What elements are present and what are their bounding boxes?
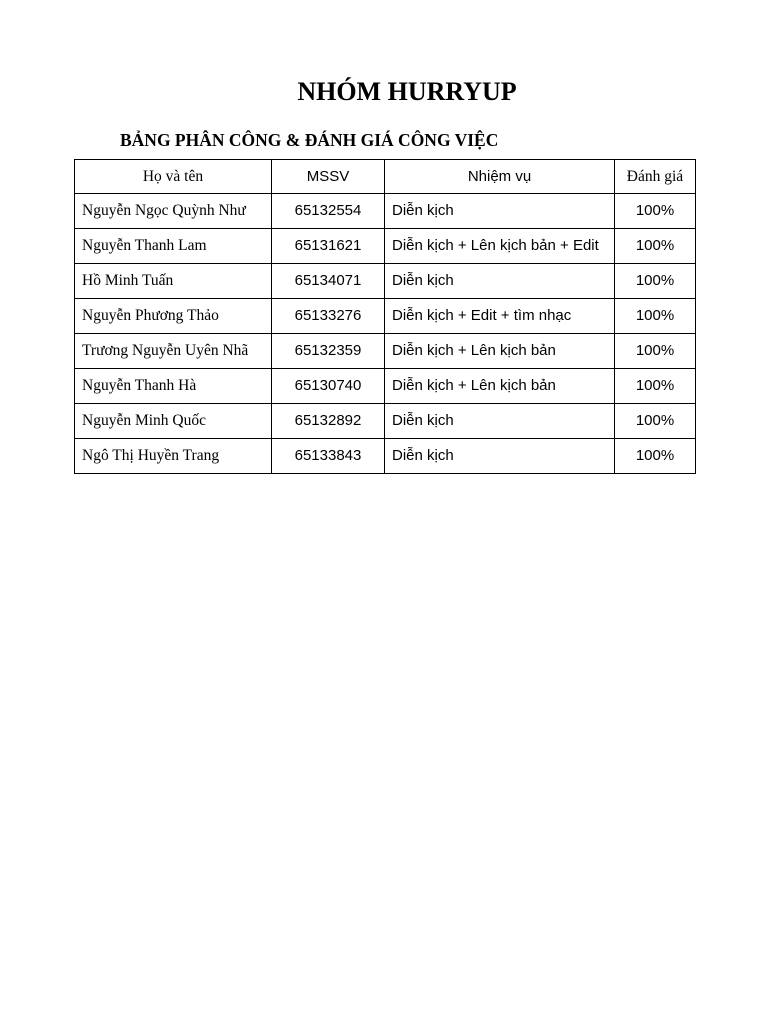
cell-task: Diễn kịch + Lên kịch bản — [385, 334, 615, 369]
cell-name: Nguyễn Ngọc Quỳnh Như — [75, 194, 272, 229]
cell-evaluation: 100% — [615, 404, 696, 439]
cell-student-id: 65133276 — [272, 299, 385, 334]
table-row — [75, 404, 696, 439]
cell-student-id: 65130740 — [272, 369, 385, 404]
header-evaluation: Đánh giá — [615, 160, 696, 194]
table-row — [75, 439, 696, 474]
header-name: Họ và tên — [75, 160, 272, 194]
cell-student-id: 65133843 — [272, 439, 385, 474]
header-task: Nhiệm vụ — [385, 160, 615, 194]
table-row — [75, 194, 696, 229]
cell-student-id: 65132359 — [272, 334, 385, 369]
cell-student-id: 65131621 — [272, 229, 385, 264]
cell-name: Nguyễn Thanh Hà — [75, 369, 272, 404]
table-header-row — [75, 160, 696, 194]
table-row — [75, 334, 696, 369]
assignment-table — [74, 159, 696, 474]
cell-evaluation: 100% — [615, 264, 696, 299]
cell-evaluation: 100% — [615, 229, 696, 264]
cell-task: Diễn kịch + Lên kịch bản + Edit — [385, 229, 615, 264]
cell-task: Diễn kịch — [385, 404, 615, 439]
table-row — [75, 229, 696, 264]
cell-task: Diễn kịch + Lên kịch bản — [385, 369, 615, 404]
cell-evaluation: 100% — [615, 439, 696, 474]
cell-name: Nguyễn Phương Thảo — [75, 299, 272, 334]
cell-name: Nguyễn Minh Quốc — [75, 404, 272, 439]
cell-task: Diễn kịch + Edit + tìm nhạc — [385, 299, 615, 334]
cell-evaluation: 100% — [615, 299, 696, 334]
table-row — [75, 299, 696, 334]
cell-task: Diễn kịch — [385, 194, 615, 229]
cell-name: Hồ Minh Tuấn — [75, 264, 272, 299]
cell-student-id: 65134071 — [272, 264, 385, 299]
cell-student-id: 65132554 — [272, 194, 385, 229]
cell-evaluation: 100% — [615, 369, 696, 404]
cell-name: Trương Nguyễn Uyên Nhã — [75, 334, 272, 369]
document-title: NHÓM HURRYUP — [297, 77, 517, 106]
document-subtitle: BẢNG PHÂN CÔNG & ĐÁNH GIÁ CÔNG VIỆC — [120, 130, 499, 150]
table-row — [75, 264, 696, 299]
cell-evaluation: 100% — [615, 194, 696, 229]
header-student-id: MSSV — [272, 160, 385, 194]
cell-task: Diễn kịch — [385, 264, 615, 299]
cell-name: Ngô Thị Huyền Trang — [75, 439, 272, 474]
cell-evaluation: 100% — [615, 334, 696, 369]
cell-task: Diễn kịch — [385, 439, 615, 474]
cell-student-id: 65132892 — [272, 404, 385, 439]
table-row — [75, 369, 696, 404]
cell-name: Nguyễn Thanh Lam — [75, 229, 272, 264]
